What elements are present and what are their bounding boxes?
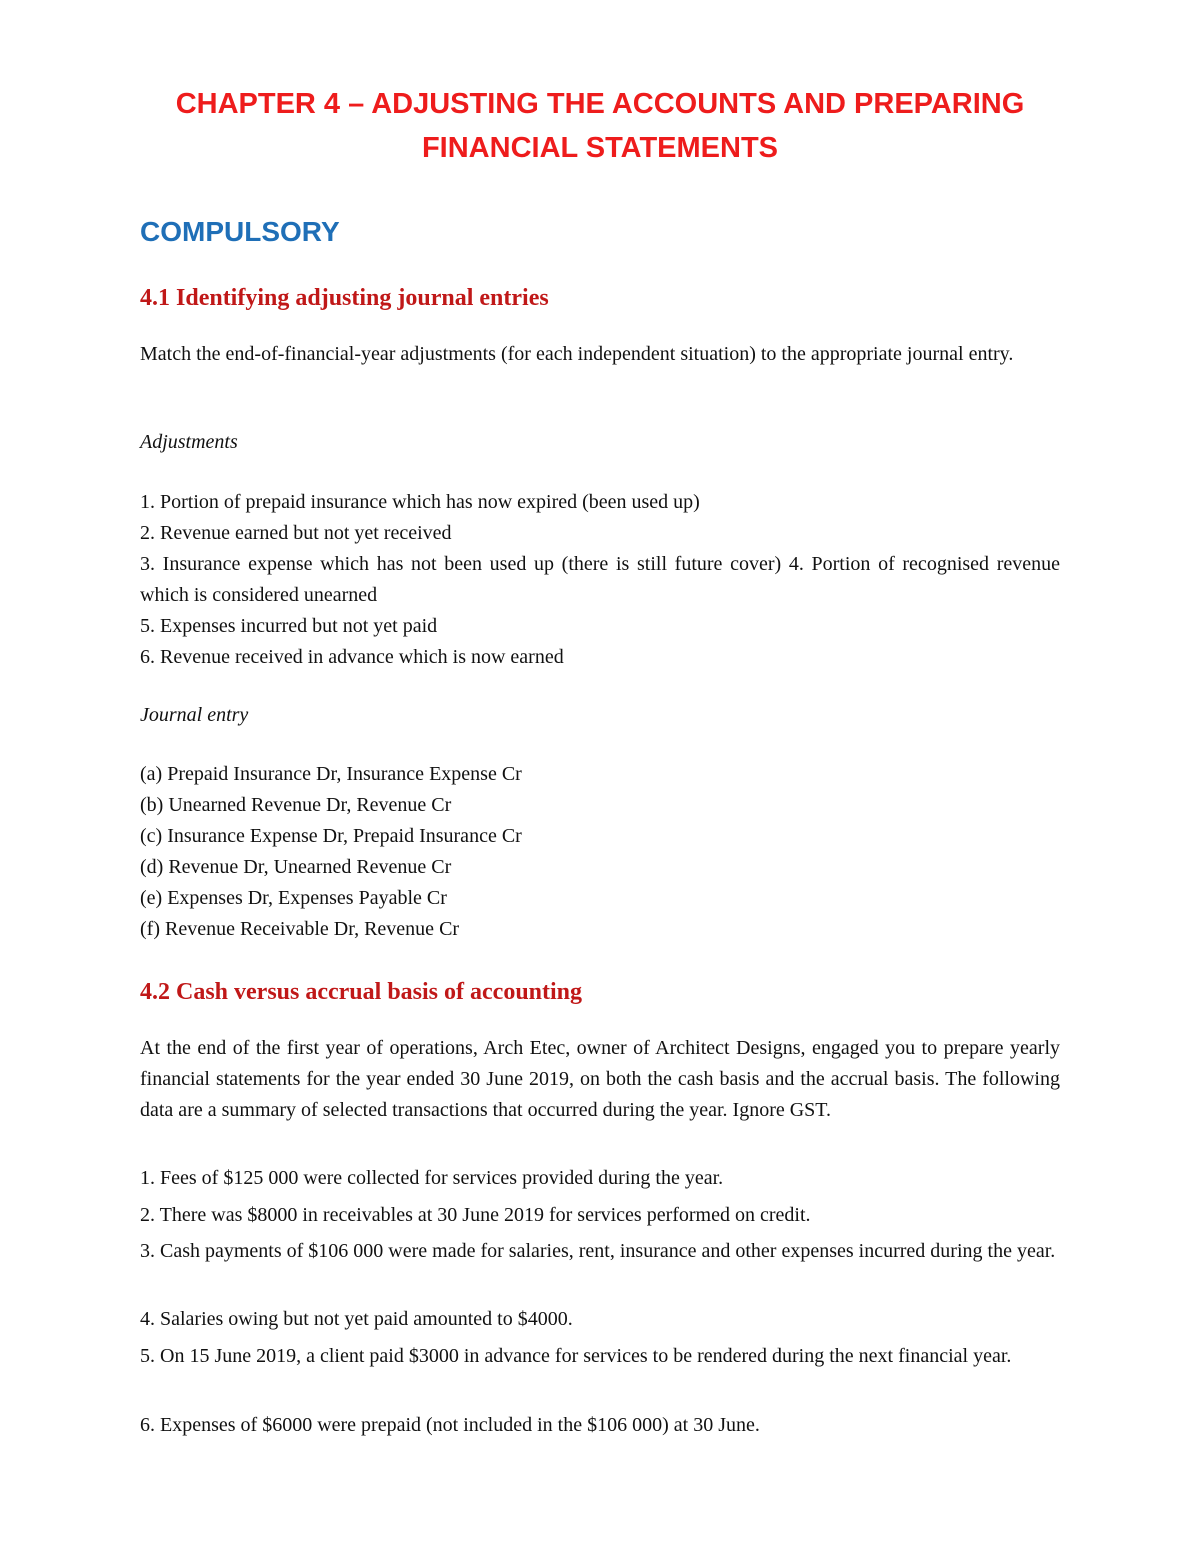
section-label-compulsory: COMPULSORY [140,216,340,247]
chapter-title: CHAPTER 4 – ADJUSTING THE ACCOUNTS AND PREPARING FINANCIAL STATEMENTS [175,88,1025,164]
journal-entry-item: (e) Expenses Dr, Expenses Payable Cr [140,887,447,909]
transaction-item: 2. There was $8000 in receivables at 30 June 2019 for services performed on credit. [140,1204,811,1226]
adjustment-item: 3. Insurance expense which has not been used up (there is still future cover) 4. Portion of recognised revenue which is considered unearned [140,553,1060,606]
transaction-item: 3. Cash payments of $106 000 were made for salaries, rent, insurance and other expenses incurred during the year. [140,1240,1056,1262]
transaction-item: 1. Fees of $125 000 were collected for services provided during the year. [140,1167,724,1189]
section-4-2-intro: At the end of the first year of operations, Arch Etec, owner of Architect Designs, engaged you to prepare yearly financial statements for the year ended 30 June 2019, on both the cash basis and the accrual basis. The following data are a summary of selected transactions that occurred during the year. Ignore GST. [140,1037,1060,1121]
transaction-item: 4. Salaries owing but not yet paid amounted to $4000. [140,1308,573,1330]
journal-entry-item: (b) Unearned Revenue Dr, Revenue Cr [140,794,452,816]
transaction-item: 5. On 15 June 2019, a client paid $3000 in advance for services to be rendered during the next financial year. [140,1345,1012,1367]
adjustment-item: 2. Revenue earned but not yet received [140,522,452,544]
journal-entry-item: (a) Prepaid Insurance Dr, Insurance Expense Cr [140,763,522,785]
adjustment-item: 1. Portion of prepaid insurance which has now expired (been used up) [140,491,700,513]
journal-entry-item: (d) Revenue Dr, Unearned Revenue Cr [140,856,452,878]
section-4-1-intro: Match the end-of-financial-year adjustments (for each independent situation) to the appropriate journal entry. [140,343,1014,365]
journal-entry-label: Journal entry [140,704,249,726]
journal-entry-item: (f) Revenue Receivable Dr, Revenue Cr [140,918,460,940]
adjustments-label: Adjustments [140,431,238,453]
journal-entry-item: (c) Insurance Expense Dr, Prepaid Insurance Cr [140,825,522,847]
transaction-item: 6. Expenses of $6000 were prepaid (not included in the $106 000) at 30 June. [140,1414,760,1436]
adjustment-item: 5. Expenses incurred but not yet paid [140,615,438,637]
section-heading-4-2: 4.2 Cash versus accrual basis of accounting [140,979,583,1005]
adjustment-item: 6. Revenue received in advance which is now earned [140,646,564,668]
section-heading-4-1: 4.1 Identifying adjusting journal entries [140,285,549,311]
